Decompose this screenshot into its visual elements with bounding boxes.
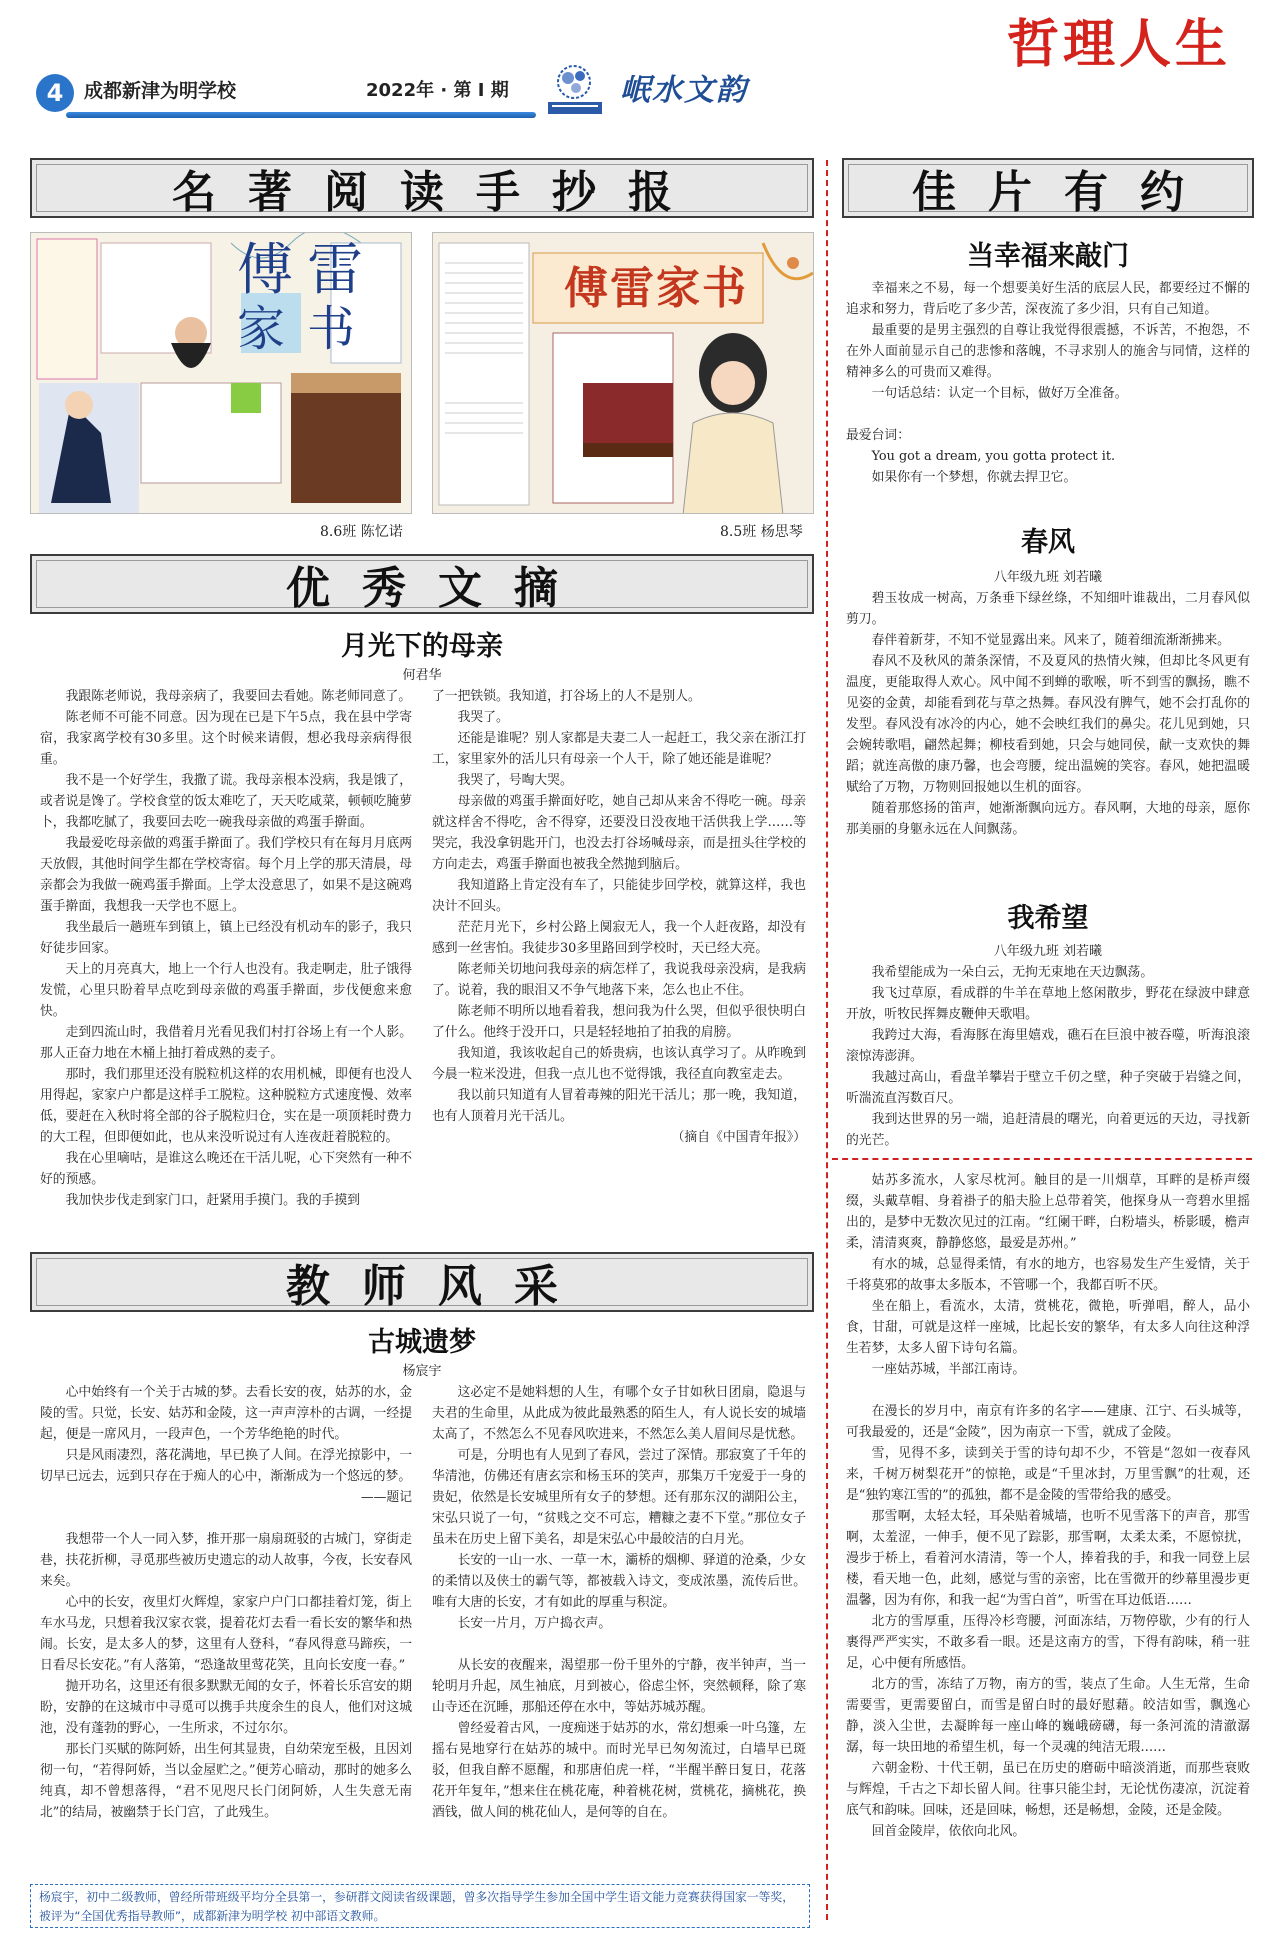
film-title: 当幸福来敲门 — [967, 241, 1129, 272]
paragraph: 我知道路上肯定没有车了，只能徒步回学校，就算这样，我也决计不回头。 — [432, 878, 806, 914]
paragraph: 走到四流山时，我借着月光看见我们村打谷场上有一个人影。那人正奋力地在木桶上抽打着成熟的麦子。 — [40, 1025, 412, 1061]
paragraph: 我不是一个好学生，我撒了谎。我母亲根本没病，我是饿了，或者说是馋了。学校食堂的饭太难吃了，天天吃咸菜，顿顿吃腌萝卜，我都吃腻了，我要回去吃一碗我母亲做的鸡蛋手擀面。 — [40, 773, 412, 830]
paragraph: 那雪啊，太轻太轻，耳朵贴着城墙，也听不见雪落下的声音，那雪啊，太羞涩，一伸手，便不见了踪影，那雪啊，太柔太柔，不愿惊扰，漫步于桥上，看着河水清清，等一个人，捧着我的手，和我一同登上层楼，看天地一色，此刻，感觉与雪的亲密，比在雪微开的纱幕里漫步更温馨，因为有你，和我一起“为雪白首”，听雪在耳边低语…… — [846, 1509, 1250, 1608]
paragraph: 我坐最后一趟班车到镇上，镇上已经没有机动车的影子，我只好徒步回家。 — [40, 920, 412, 956]
paragraph: 姑苏多流水，人家尽枕河。触目的是一川烟草，耳畔的是桥声缀缀，头戴草帽、身着褂子的船夫脸上总带着笑，他探身从一弯碧水里摇出的，是梦中无数次见过的江南。“红阑干畔，白粉墙头，桥影暖，檐声柔，清清爽爽，静静悠悠，最爱是苏州。” — [846, 1173, 1250, 1251]
paragraph: 可是，分明也有人见到了春风，尝过了深情。那寂寞了千年的华清池，仿佛还有唐玄宗和杨玉环的笑声，那集万千宠爱于一身的贵妃，依然是长安城里所有女子的梦想。还有那东汉的湖阳公主，宋弘只说了一句，“贫贱之交不可忘，糟糠之妻不下堂。”那位女子虽未在历史上留下美名，却是宋弘心中最皎洁的白月光。 — [432, 1448, 806, 1547]
paragraph: 我加快步伐走到家门口，赶紧用手摸门。我的手摸到 — [65, 1193, 360, 1208]
paragraph: 陈老师关切地问我母亲的病怎样了，我说我母亲没病，是我病了。说着，我的眼泪又不争气地落下来，怎么也止不住。 — [432, 962, 806, 998]
article-2-author: 杨宸宇 — [402, 1364, 442, 1379]
masthead-rule — [66, 112, 536, 118]
paragraph: 我知道，我该收起自己的娇贵病，也该认真学习了。从昨晚到今晨一粒米没进，但我一点儿也不觉得饿，我径直向教室走去。 — [432, 1046, 806, 1082]
section-banner-teachers: 教师风采 — [30, 1252, 814, 1312]
poster-1-caption: 8.6班 陈忆诺 — [320, 524, 403, 540]
paragraph: 一座姑苏城，半部江南诗。 — [871, 1362, 1026, 1377]
paragraph: 这必定不是她料想的人生，有哪个女子甘如秋日团扇，隐退与夫君的生命里，从此成为彼此最熟悉的陌生人，有人说长安的城墙太高了，不然怎么不见春风吹进来，不然怎么美人眉间尽是忧愁。 — [432, 1385, 806, 1442]
article-2-continued — [846, 1170, 1250, 1842]
paragraph: 了一把铁锁。我知道，打谷场上的人不是别人。 — [432, 689, 701, 704]
paragraph: 坐在船上，看流水，太清，赏桃花，微艳，听弹唱，醉人，品小食，甘甜，可就是这样一座城，比起长安的繁华，有太多人向往这种浮生若梦，太多人留下诗句名篇。 — [846, 1299, 1250, 1356]
paragraph: 幸福来之不易，每一个想要美好生活的底层人民，都要经过不懈的追求和努力，背后吃了多少苦，深夜流了多少泪，只有自己知道。 — [846, 281, 1250, 317]
column-divider — [826, 160, 828, 1920]
paragraph: 我越过高山，看盘羊攀岩于壁立千仞之壁，种子突破于岩缝之间，听湍流直泻数百尺。 — [846, 1070, 1250, 1106]
hope-title: 我希望 — [1007, 903, 1089, 934]
hope-essay — [846, 962, 1250, 1151]
poster-1-title-lei: 雷 — [307, 238, 363, 303]
section-banner-excerpts: 优秀文摘 — [30, 554, 814, 614]
page-section-title: 哲理人生 — [1006, 15, 1231, 75]
paragraph: 陈老师不可能不同意。因为现在已是下午5点，我在县中学寄宿，我家离学校有30多里。这个时候来请假，想必我母亲病得很重。 — [40, 710, 412, 767]
film-review — [846, 278, 1250, 488]
paragraph: 北方的雪，冻结了万物，南方的雪，装点了生命。人生无常，生命需要雪，更需要留白，而雪是留白时的最好慰藉。皎洁如雪，飘逸心静，淡入尘世，去凝眸每一座山峰的巍峨磅礴，每一条河流的清澈潺潺，每一块田地的希望生机，每一个灵魂的纯洁无瑕…… — [846, 1677, 1250, 1755]
paragraph: 雪，见得不多，读到关于雪的诗句却不少，不管是“忽如一夜春风来，千树万树梨花开”的惊艳，或是“千里冰封，万里雪飘”的壮观，还是“独钓寒江雪的”的孤独，都不是金陵的雪带给我的感受。 — [846, 1446, 1250, 1503]
article-1-source: （摘自《中国青年报》） — [671, 1130, 806, 1145]
paragraph: 我以前只知道有人冒着毒辣的阳光干活儿；那一晚，我知道，也有人顶着月光干活儿。 — [432, 1088, 806, 1124]
article-2-title: 古城遗梦 — [368, 1327, 476, 1358]
paragraph: 心中始终有一个关于古城的梦。去看长安的夜，姑苏的水，金陵的雪。只觉，长安、姑苏和金陵，这一声声淳朴的古调，一经提起，便是一席风月，一段声色，一个芳华绝艳的时代。 — [40, 1385, 412, 1442]
paragraph: 我想带一个人一同入梦，推开那一扇扇斑驳的古城门，穿街走巷，扶花折柳，寻觅那些被历史遗忘的动人故事，今夜，长安春风来矣。 — [40, 1532, 412, 1589]
paragraph: 春风不及秋风的萧条深情，不及夏风的热情火辣，但却比冬风更有温度，更能取得人欢心。风中闻不到蝉的歌喉，听不到雪的飘扬，瞧不见姿的金黄，却能看到花与草之热舞。春风没有脾气，她不会打乱你的发型。春风没有冰冷的内心，她不会映红我们的鼻尖。花儿见到她，只会婉转歌唱，翩然起舞；柳枝看到她，只会与她同侯，献一支欢快的舞蹈；就连高傲的康乃馨，也会弯腰，绽出温婉的笑容。春风，她把温暖赋给了万物，万物则回报她以生机的面容。 — [846, 654, 1250, 795]
hope-author: 八年级九班 刘若曦 — [993, 944, 1103, 959]
paragraph: 我飞过草原，看成群的牛羊在草地上悠闲散步，野花在绿波中肆意开放，听牧民挥舞皮鞭伸天歌唱。 — [846, 986, 1250, 1022]
paragraph: 碧玉妆成一树高，万条垂下绿丝绦，不知细叶谁裁出，二月春风似剪刀。 — [846, 591, 1250, 627]
paragraph: 六朝金粉、十代王朝，虽已在历史的磨砺中暗淡消逝，而那些衰败与辉煌，千古之下却长留人间。往事只能尘封，无论忧伤凄凉，沉淀着底气和韵味。回味，还是回味，畅想，还是畅想，金陵，还是金陵。 — [846, 1761, 1250, 1818]
page-number: 4 — [36, 74, 74, 112]
spring-essay — [846, 588, 1250, 840]
paragraph: 那时，我们那里还没有脱粒机这样的农用机械，即便有也没人用得起，家家户户都是这样手工脱粒。这种脱粒方式速度慢、效率低，要赶在入秋时将全部的谷子脱粒归仓，实在是一项顶耗时费力的大工程，但即便如此，也从来没听说过有人连夜赶着脱粒的。 — [40, 1067, 412, 1145]
right-column-divider — [832, 1158, 1252, 1160]
poster-2 — [432, 232, 814, 514]
paragraph: 长安的一山一水、一草一木，灞桥的烟柳、驿道的沧桑，少女的柔情以及侠士的霸气等，都被载入诗文，变成浓墨，流传后世。唯有大唐的长安，才有如此的厚重与积淀。 — [432, 1553, 806, 1610]
paragraph: 心中的长安，夜里灯火辉煌，家家户户门口都挂着灯笼，街上车水马龙，只想着我汉家衣裳，提着花灯去看一看长安的繁华和热闹。长安，是太多人的梦，这里有人登科，“春风得意马蹄疾，一日看尽长安花。”有人落第，“恐逢故里莺花笑，且向长安度一春。” — [40, 1595, 412, 1673]
article-1-col-2 — [432, 686, 806, 1148]
paragraph: 我希望能成为一朵白云，无拘无束地在天边飘荡。 — [871, 965, 1154, 980]
spring-author: 八年级九班 刘若曦 — [993, 570, 1103, 585]
paragraph: 还能是谁呢？别人家都是夫妻二人一起赶工，我父亲在浙江打工，家里家外的活儿只有母亲一个人干，除了她还能是谁呢？ — [432, 731, 806, 767]
masthead — [30, 72, 770, 120]
paragraph: 茫茫月光下，乡村公路上阒寂无人，我一个人赶夜路，却没有感到一丝害怕。我徒步30多里路回到学校时，天已经大亮。 — [432, 920, 806, 956]
paragraph: 我跨过大海，看海豚在海里嬉戏，礁石在巨浪中被吞噬，听海浪滚滚惊涛澎湃。 — [846, 1028, 1250, 1064]
paragraph: 随着那悠扬的笛声，她渐渐飘向远方。春风啊，大地的母亲，愿你那美丽的身躯永远在人间飘荡。 — [846, 801, 1250, 837]
teacher-bio: 杨宸宇，初中二级教师，曾经所带班级平均分全县第一，参研群文阅读省级课题，曾多次指导学生参加全国中学生语文能力竞赛获得国家一等奖，被评为“全国优秀指导教师”，成都新津为明学校 初中部语文教师。 — [30, 1884, 810, 1928]
issue-label: 2022年 · 第 Ⅰ 期 — [366, 80, 509, 101]
article-2-col-1 — [40, 1382, 412, 1823]
paragraph: 曾经爱着古风，一度痴迷于姑苏的水，常幻想乘一叶乌篷，左摇右晃地穿行在姑苏的城中。而时光早已匆匆流过，白墙早已斑驳，但我自醉不愿醒，和那唐伯虎一样，“半醒半醉日复日，花落花开年复年，”想来住在桃花庵，种着桃花树，赏桃花，摘桃花，换酒钱，做人间的桃花仙人，是何等的自在。 — [432, 1721, 806, 1820]
quote-chinese: 如果你有一个梦想，你就去捍卫它。 — [871, 470, 1077, 485]
brand-emblem-icon — [540, 60, 610, 120]
paragraph: 只是风雨凄烈，落花满地，早已换了人间。在浮光掠影中，一切早已远去，远到只存在于痴人的心中，渐渐成为一个悠远的梦。 — [40, 1448, 412, 1484]
paragraph: 抛开功名，这里还有很多默默无闻的女子，怀着长乐宫安的期盼，安静的在这城市中寻觅可以携手共度余生的良人，他们对这城池，没有蓬勃的野心，一生所求，不过尔尔。 — [40, 1679, 412, 1736]
poster-2-caption: 8.5班 杨思琴 — [720, 524, 803, 540]
paragraph: 一句话总结：认定一个目标，做好万全准备。 — [871, 386, 1128, 401]
paragraph: 我在心里嘀咕，是谁这么晚还在干活儿呢，心下突然有一种不好的预感。 — [40, 1151, 412, 1187]
paragraph: 天上的月亮真大，地上一个行人也没有。我走啊走，肚子饿得发慌，心里只盼着早点吃到母亲做的鸡蛋手擀面，步伐便愈来愈快。 — [40, 962, 412, 1019]
brand-title: 岷水文韵 — [620, 73, 748, 108]
paragraph: 我哭了。 — [457, 710, 509, 725]
poster-1-title-shu: 书 — [307, 301, 356, 357]
poster-1 — [30, 232, 412, 514]
article-1-col-1 — [40, 686, 412, 1211]
poster-1-title-fu: 傅 — [237, 238, 293, 303]
quote-label: 最爱台词： — [846, 428, 910, 443]
school-name: 成都新津为明学校 — [84, 80, 237, 102]
paragraph: 回首金陵岸，依依向北风。 — [871, 1824, 1026, 1839]
paragraph: 我最爱吃母亲做的鸡蛋手擀面了。我们学校只有在每月月底两天放假，其他时间学生都在学校寄宿。每个月上学的那天清晨，母亲都会为我做一碗鸡蛋手擀面。上学太没意思了，如果不是这碗鸡蛋手擀面，我想我一天学也不愿上。 — [40, 836, 412, 914]
poster-1-title-jia: 家 — [237, 301, 286, 357]
epigraph-label: ——题记 — [360, 1490, 412, 1505]
article-1-author: 何君华 — [402, 668, 442, 683]
paragraph: 从长安的夜醒来，渴望那一份千里外的宁静，夜半钟声，当一轮明月升起，凤生袖底，月到被心，俗虑尘怀，突然顿释，除了寒山寺还在沉睡，那船还停在水中，等姑苏城苏醒。 — [432, 1658, 806, 1715]
paragraph: 有水的城，总显得柔情，有水的地方，也容易发生产生爱情，关于千将莫邪的故事太多版本，不管哪一个，我都百听不厌。 — [846, 1257, 1250, 1293]
paragraph: 母亲做的鸡蛋手擀面好吃，她自己却从来舍不得吃一碗。母亲就这样舍不得吃，舍不得穿，还要没日没夜地干活供我上学……等哭完，我没拿钥匙开门，也没去打谷场喊母亲，而是扭头往学校的方向走去，鸡蛋手擀面也被我全然抛到脑后。 — [432, 794, 806, 872]
paragraph: 我跟陈老师说，我母亲病了，我要回去看她。陈老师同意了。 — [65, 689, 412, 704]
paragraph: 陈老师不明所以地看着我，想问我为什么哭，但似乎很快明白了什么。他终于没开口，只是轻轻地拍了拍我的肩膀。 — [432, 1004, 806, 1040]
paragraph: 春伴着新芽，不知不觉显露出来。风来了，随着细流渐渐拂来。 — [871, 633, 1230, 648]
quote-english: You got a dream, you gotta protect it. — [871, 449, 1116, 464]
article-1-title: 月光下的母亲 — [341, 631, 503, 662]
section-banner-reading: 名著阅读手抄报 — [30, 158, 814, 218]
paragraph: 北方的雪厚重，压得冷杉弯腰，河面冻结，万物停歇，少有的行人裹得严严实实，不敢多看一眼。还是这南方的雪，下得有韵味，稍一驻足，心中便有所感悟。 — [846, 1614, 1250, 1671]
poster-2-title: 傅雷家书 — [564, 263, 748, 314]
section-banner-films: 佳片有约 — [842, 158, 1254, 218]
article-2-col-2 — [432, 1382, 806, 1823]
spring-title: 春风 — [1021, 527, 1075, 558]
paragraph: 我哭了，号啕大哭。 — [457, 773, 573, 788]
paragraph: 那长门买赋的陈阿娇，出生何其显贵，自幼荣宠至极，且因刘彻一句，“若得阿娇，当以金屋贮之。”便芳心暗动，那时的她多么纯真，却不曾想落得，“君不见咫尺长门闭阿娇，人生失意无南北”的结局，被幽禁于长门宫，了此残生。 — [40, 1742, 412, 1820]
paragraph: 我到达世界的另一端，追赶清晨的曙光，向着更远的天边，寻找新的光芒。 — [846, 1112, 1250, 1148]
paragraph: 在漫长的岁月中，南京有许多的名字——建康、江宁、石头城等，可我最爱的，还是“金陵”，因为南京一下雪，就成了金陵。 — [846, 1404, 1250, 1440]
paragraph: 最重要的是男主强烈的自尊让我觉得很震撼，不诉苦，不抱怨，不在外人面前显示自己的悲惨和落魄，不寻求别人的施舍与同情，这样的精神多么的可贵而又难得。 — [846, 323, 1250, 380]
paragraph: 长安一片月，万户捣衣声。 — [457, 1616, 612, 1631]
